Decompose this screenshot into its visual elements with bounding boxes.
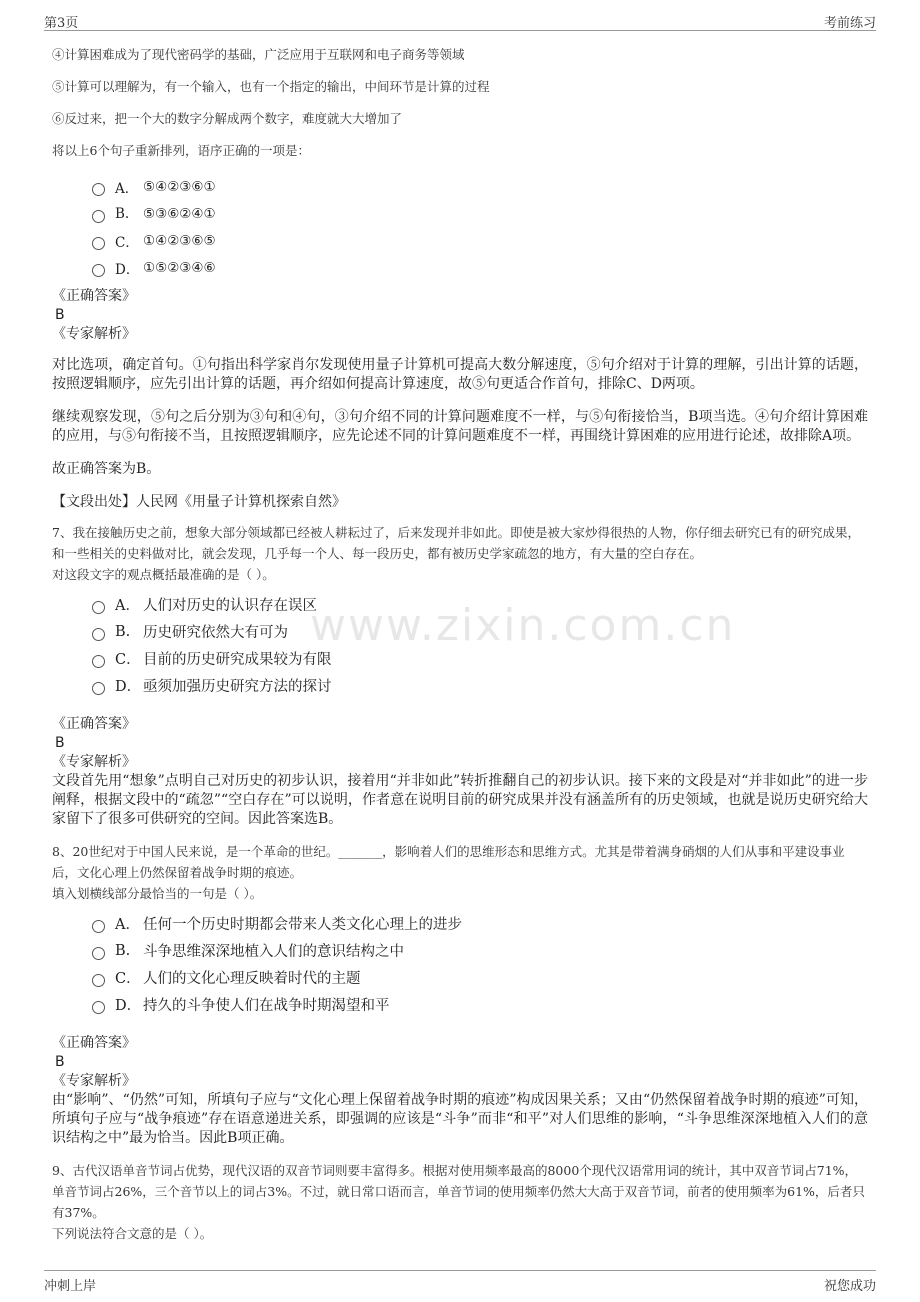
option-letter: D． [115,998,142,1014]
analysis-paragraph: 由“影响”、“仍然”可知，所填句子应与“文化心理上保留着战争时期的痕迹”构成因果关系；又由“仍然保留着战争时期的痕迹”可知，所填句子应与“战争痕迹”存在语意递进关系，即强调的应该是“斗争”而非“和平”对人们思维的影响，“斗争思维深深地植入人们的意识结构之中”最为恰当。因此B项正确。 [52,1092,868,1146]
footer-right-text: 祝您成功 [823,1279,876,1294]
answer-label: 《正确答案》 [52,716,136,732]
options-list [92,910,868,1018]
answer-value: B [55,735,65,751]
question-9 [52,1160,868,1244]
watermark: www.zixin.com.cn [310,600,736,651]
radio-icon[interactable] [92,947,105,960]
option-c[interactable] [92,227,868,254]
option-text: 人们对历史的认识存在误区 [143,598,317,614]
analysis-paragraph: 对比选项，确定首句。①句指出科学家肖尔发现使用量子计算机可提高大数分解速度，⑤句介绍对于计算的理解，引出计算的话题，按照逻辑顺序，应先引出计算的话题，再介绍如何提高计算速度，故⑤句更适合作首句，排除C、D两项。 [52,357,868,392]
analysis-label: 《专家解析》 [52,326,136,342]
option-letter: A． [115,180,139,197]
option-d[interactable] [92,254,868,281]
radio-icon[interactable] [92,974,105,987]
analysis-label: 《专家解析》 [52,754,136,770]
analysis-paragraph: 文段首先用“想象”点明自己对历史的初步认识，接着用“并非如此”转折推翻自己的初步认识。接下来的文段是对“并非如此”的进一步阐释，根据文段中的“疏忽”“空白存在”可以说明，作者意在说明目前的研究成果并没有涵盖所有的历史领域，也就是说历史研究给大家留下了很多可供研究的空间。因此答案选B。 [52,773,868,827]
radio-icon[interactable] [92,1001,105,1014]
answer-label: 《正确答案》 [52,1035,136,1051]
radio-icon[interactable] [92,210,105,223]
option-text: ⑤③⑥②④① [143,205,216,222]
radio-icon[interactable] [92,628,105,641]
page-header [44,10,876,31]
option-text: 亟须加强历史研究方法的探讨 [143,679,332,695]
options-list [92,591,868,699]
question-stem: 9、古代汉语单音节词占优势，现代汉语的双音节词则要丰富得多。根据对使用频率最高的8000个现代汉语常用词的统计，其中双音节词占71%，单音节词占26%，三个音节以上的词占3%。不过，就日常口语而言，单音节词的使用频率仍然大大高于双音节词，前者的使用频率为61%，后者只有37%。 [52,1163,865,1220]
option-d[interactable] [92,991,868,1018]
option-text: 历史研究依然大有可为 [143,625,288,641]
question-prompt: 对这段文字的观点概括最准确的是（ ）。 [52,567,275,582]
option-text: 持久的斗争使人们在战争时期渴望和平 [143,998,390,1014]
answer-label: 《正确答案》 [52,288,136,304]
option-letter: B. [115,623,131,640]
option-text: 任何一个历史时期都会带来人类文化心理上的进步 [143,917,462,933]
radio-icon[interactable] [92,655,105,668]
answer-value: B [55,307,65,323]
option-letter: A． [115,917,140,933]
radio-icon[interactable] [92,682,105,695]
answer-value: B [55,1054,65,1070]
question-line: ④计算困难成为了现代密码学的基础，广泛应用于互联网和电子商务等领域 [52,47,465,62]
question-7 [52,522,868,829]
page-content [52,44,868,1244]
source-citation: 【文段出处】人民网《用量子计算机探索自然》 [52,494,346,510]
question-stem: 7、我在接触历史之前，想象大部分领域都已经被人耕耘过了，后来发现并非如此。即使是被大家炒得很热的人物，你仔细去研究已有的研究成果，和一些相关的史料做对比，就会发现，几乎每一个人、每一段历史，都有被历史学家疏忽的地方，有大量的空白存在。 [52,525,860,561]
question-prompt: 将以上6个句子重新排列，语序正确的一项是： [52,143,310,158]
question-stem: 8、20世纪对于中国人民来说，是一个革命的世纪。_______，影响着人们的思维形态和思维方式。尤其是带着满身硝烟的人们从事和平建设事业后，文化心理上仍然保留着战争时期的痕迹。 [52,844,845,880]
option-text: 人们的文化心理反映着时代的主题 [143,971,361,987]
radio-icon[interactable] [92,264,105,277]
option-c[interactable] [92,964,868,991]
analysis-paragraph: 故正确答案为B。 [52,461,161,477]
page-number: 第3页 [44,16,79,31]
radio-icon[interactable] [92,920,105,933]
option-a[interactable] [92,910,868,937]
option-text: ①④②③⑥⑤ [143,232,216,249]
option-letter: A． [115,598,140,614]
analysis-label: 《专家解析》 [52,1073,136,1089]
question-prompt: 下列说法符合文意的是（ ）。 [52,1226,213,1241]
option-letter: C． [115,652,141,668]
option-b[interactable] [92,937,868,964]
radio-icon[interactable] [92,237,105,250]
option-text: ⑤④②③⑥① [143,178,216,195]
question-line: ⑤计算可以理解为，有一个输入，也有一个指定的输出，中间环节是计算的过程 [52,79,490,94]
radio-icon[interactable] [92,601,105,614]
question-6 [52,44,868,512]
option-text: 目前的历史研究成果较为有限 [143,652,332,668]
page-footer [44,1270,876,1295]
option-b[interactable] [92,200,868,227]
option-d[interactable] [92,672,868,699]
analysis-paragraph: 继续观察发现，⑤句之后分别为③句和④句，③句介绍不同的计算问题难度不一样，与⑤句衔接恰当，B项当选。④句介绍计算困难的应用，与⑤句衔接不当，且按照逻辑顺序，应先论述不同的计算问题难度不一样，再围绕计算困难的应用进行论述，故排除A项。 [52,409,868,444]
option-text: ①⑤②③④⑥ [143,259,216,276]
options-list [92,173,868,281]
option-b[interactable] [92,618,868,645]
option-letter: D． [115,679,142,695]
radio-icon[interactable] [92,183,105,196]
option-letter: C． [115,234,139,251]
question-line: ⑥反过来，把一个大的数字分解成两个数字，难度就大大增加了 [52,111,403,126]
option-letter: B. [115,942,131,959]
option-letter: B. [115,205,130,222]
option-c[interactable] [92,645,868,672]
option-a[interactable] [92,173,868,200]
question-8 [52,841,868,1148]
option-letter: D． [115,261,140,278]
option-a[interactable] [92,591,868,618]
header-title: 考前练习 [823,16,876,31]
footer-left-text: 冲刺上岸 [44,1279,97,1294]
option-letter: C． [115,971,141,987]
question-prompt: 填入划横线部分最恰当的一句是（ ）。 [52,886,263,901]
option-text: 斗争思维深深地植入人们的意识结构之中 [143,944,404,960]
